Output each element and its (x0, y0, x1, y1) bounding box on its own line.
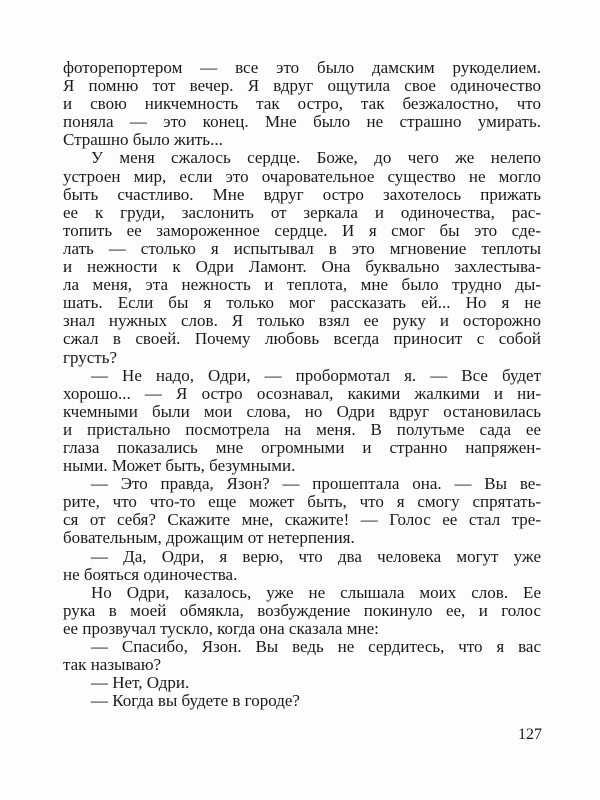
text-line: — Когда вы будете в городе? (91, 692, 300, 711)
text-line: ными. Может быть, безумными. (63, 457, 296, 476)
text-line: фоторепортером — все это было дамским рукоделием. (63, 59, 541, 77)
text-line: — Спасибо, Язон. Вы ведь не сердитесь, что я вас (91, 638, 541, 656)
text-line: устроен мир, если это очаровательное существо не могло (63, 167, 541, 186)
text-line: Я помню тот вечер. Я вдруг ощутила свое одиночество (63, 77, 541, 96)
text-line: хорошо... — Я остро осознавал, какими жалкими и ни- (63, 384, 541, 403)
text-line: лать — столько я испытывал в это мгновение теплоты (63, 239, 541, 258)
text-line: глаза показались мне огромными и странно напряжен- (63, 438, 541, 457)
text-line: и нежности к Одри Ламонт. Она буквально захлестыва- (63, 258, 541, 277)
text-line: рите, что что-то еще может быть, что я смогу спрятать- (63, 493, 541, 512)
text-line: шать. Если бы я только мог рассказать ей... Но я не (63, 294, 541, 313)
text-line: — Да, Одри, я верю, что два человека могут уже (91, 547, 541, 566)
body-text (63, 59, 541, 710)
text-line: топить ее замороженное сердце. И я смог бы это сде- (63, 221, 541, 240)
text-line: не бояться одиночества. (63, 565, 238, 584)
text-line: поняла — это конец. Мне было не страшно умирать. (63, 113, 541, 132)
text-line: знал нужных слов. Я только взял ее руку и осторожно (63, 312, 541, 331)
text-line: — Нет, Одри. (91, 674, 190, 693)
text-line: так называю? (63, 656, 162, 675)
text-line: и пристально посмотрела на меня. В полутьме сада ее (63, 420, 541, 439)
text-line: кчемными были мои слова, но Одри вдруг остановилась (63, 402, 541, 421)
text-line: ее к груди, заслонить от зеркала и одиночества, рас- (63, 203, 541, 222)
text-line: быть счастливо. Мне вдруг остро захотелось прижать (63, 185, 541, 204)
text-line: и свою никчемность так остро, так безжалостно, что (63, 95, 541, 114)
text-line: У меня сжалось сердце. Боже, до чего же нелепо (91, 149, 541, 168)
text-line: бовательным, дрожащим от нетерпения. (63, 529, 355, 548)
text-line: грусть? (63, 348, 118, 367)
text-line: Страшно было жить... (63, 131, 223, 150)
text-line: Но Одри, казалось, уже не слышала моих слов. Ее (91, 583, 541, 602)
text-line: ее прозвучал тускло, когда она сказала мне: (63, 619, 379, 638)
text-line: сжал в своей. Почему любовь всегда приносит с собой (63, 330, 541, 349)
text-line: — Это правда, Язон? — прошептала она. — Вы ве- (91, 475, 541, 494)
text-line: рука в моей обмякла, возбуждение покинуло ее, и голос (63, 601, 541, 620)
text-line: ся от себя? Скажите мне, скажите! — Голос ее стал тре- (63, 511, 541, 530)
text-line: ла меня, эта нежность и теплота, мне было трудно ды- (63, 276, 541, 295)
text-line: — Не надо, Одри, — пробормотал я. — Все будет (91, 366, 541, 385)
page-number: 127 (518, 726, 542, 743)
